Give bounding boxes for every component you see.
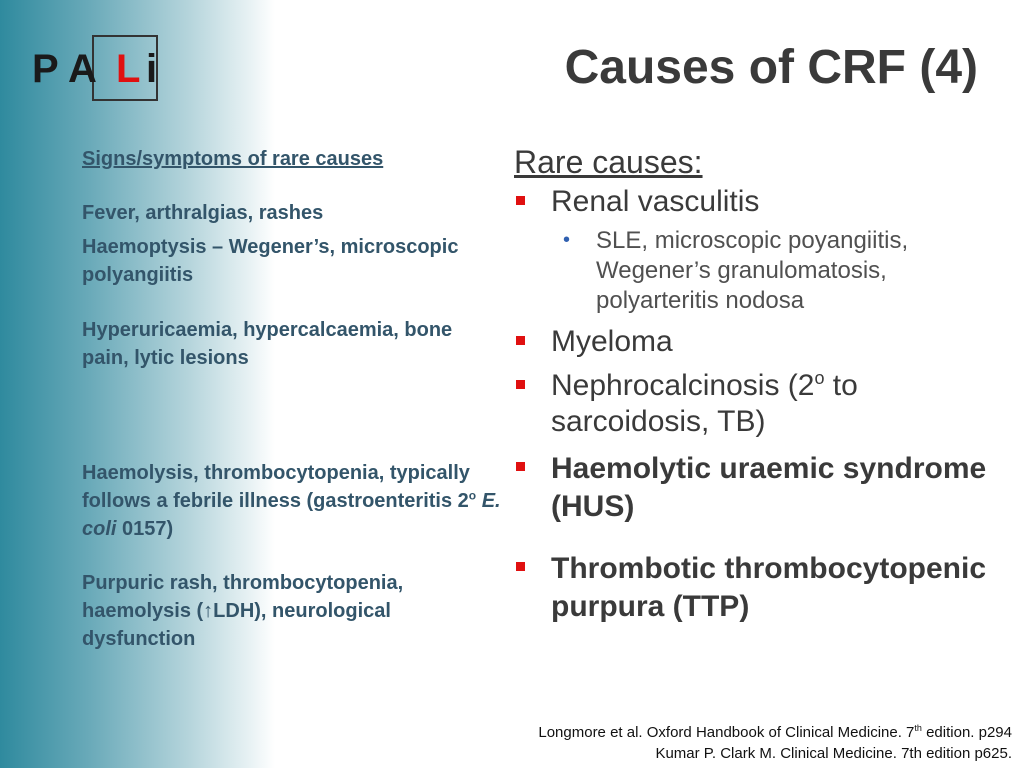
cause-sub-label: SLE, microscopic poyangiitis, Wegener’s granulomatosis, polyarteritis nodosa [596, 227, 909, 314]
references [538, 722, 1012, 764]
square-bullet-icon [516, 336, 525, 345]
square-bullet-icon [516, 196, 525, 205]
cause-label [551, 369, 858, 438]
symptoms-heading: Signs/symptoms of rare causes [82, 148, 384, 170]
cause-hus [514, 450, 1004, 526]
pali-logo [30, 35, 170, 105]
symptom-hus [82, 459, 502, 543]
causes-heading: Rare causes: [514, 144, 703, 180]
cause-label: Myeloma [551, 325, 673, 358]
symptom-ttp: Purpuric rash, thrombocytopenia, haemolysis (↑LDH), neurological dysfunction [82, 572, 404, 650]
slide-title: Causes of CRF (4) [564, 41, 978, 94]
reference-oxford-sup: th [914, 723, 922, 733]
symptoms-column [82, 145, 502, 653]
cause-nephrocalcinosis [514, 368, 1004, 440]
symptom-hus-sup: o [468, 488, 477, 503]
reference-oxford-a: Longmore et al. Oxford Handbook of Clinical Medicine. 7 [538, 724, 915, 741]
logo-letter-a: A [68, 47, 97, 91]
logo-letter-l: L [116, 47, 141, 91]
symptom-myeloma: Hyperuricaemia, hypercalcaemia, bone pain, lytic lesions [82, 319, 453, 369]
reference-oxford-b: edition. p294 [921, 724, 1012, 741]
symptom-haemoptysis: Haemoptysis – Wegener’s, microscopic polyangiitis [82, 236, 459, 286]
cause-label-a: Nephrocalcinosis (2 [551, 369, 815, 402]
cause-ttp [514, 550, 1004, 626]
reference-kumar: Kumar P. Clark M. Clinical Medicine. 7th edition p625. [655, 745, 1012, 762]
cause-label: Renal vasculitis [551, 185, 760, 218]
symptom-hus-end: 0157) [116, 518, 174, 540]
reference-oxford [538, 722, 1012, 743]
cause-label-sup: o [814, 368, 825, 388]
logo-letter-i: i [146, 47, 158, 91]
cause-renal-vasculitis [514, 184, 1004, 220]
round-bullet-icon: • [563, 229, 571, 251]
causes-column [514, 140, 1004, 626]
cause-subitem [514, 226, 1004, 316]
cause-label: Haemolytic uraemic syndrome (HUS) [551, 452, 987, 523]
logo-letter-p: P [32, 47, 59, 91]
symptom-hus-organism: E. coli [82, 490, 501, 540]
square-bullet-icon [516, 562, 525, 571]
cause-label: Thrombotic thrombocytopenic purpura (TTP) [551, 552, 986, 623]
cause-label-b: to sarcoidosis, TB) [551, 369, 858, 438]
symptom-hus-text: Haemolysis, thrombocytopenia, typically follows a febrile illness (gastroenteritis 2 [82, 462, 470, 512]
square-bullet-icon [516, 380, 525, 389]
square-bullet-icon [516, 462, 525, 471]
symptom-vasculitis: Fever, arthralgias, rashes [82, 202, 324, 224]
cause-myeloma [514, 324, 1004, 360]
